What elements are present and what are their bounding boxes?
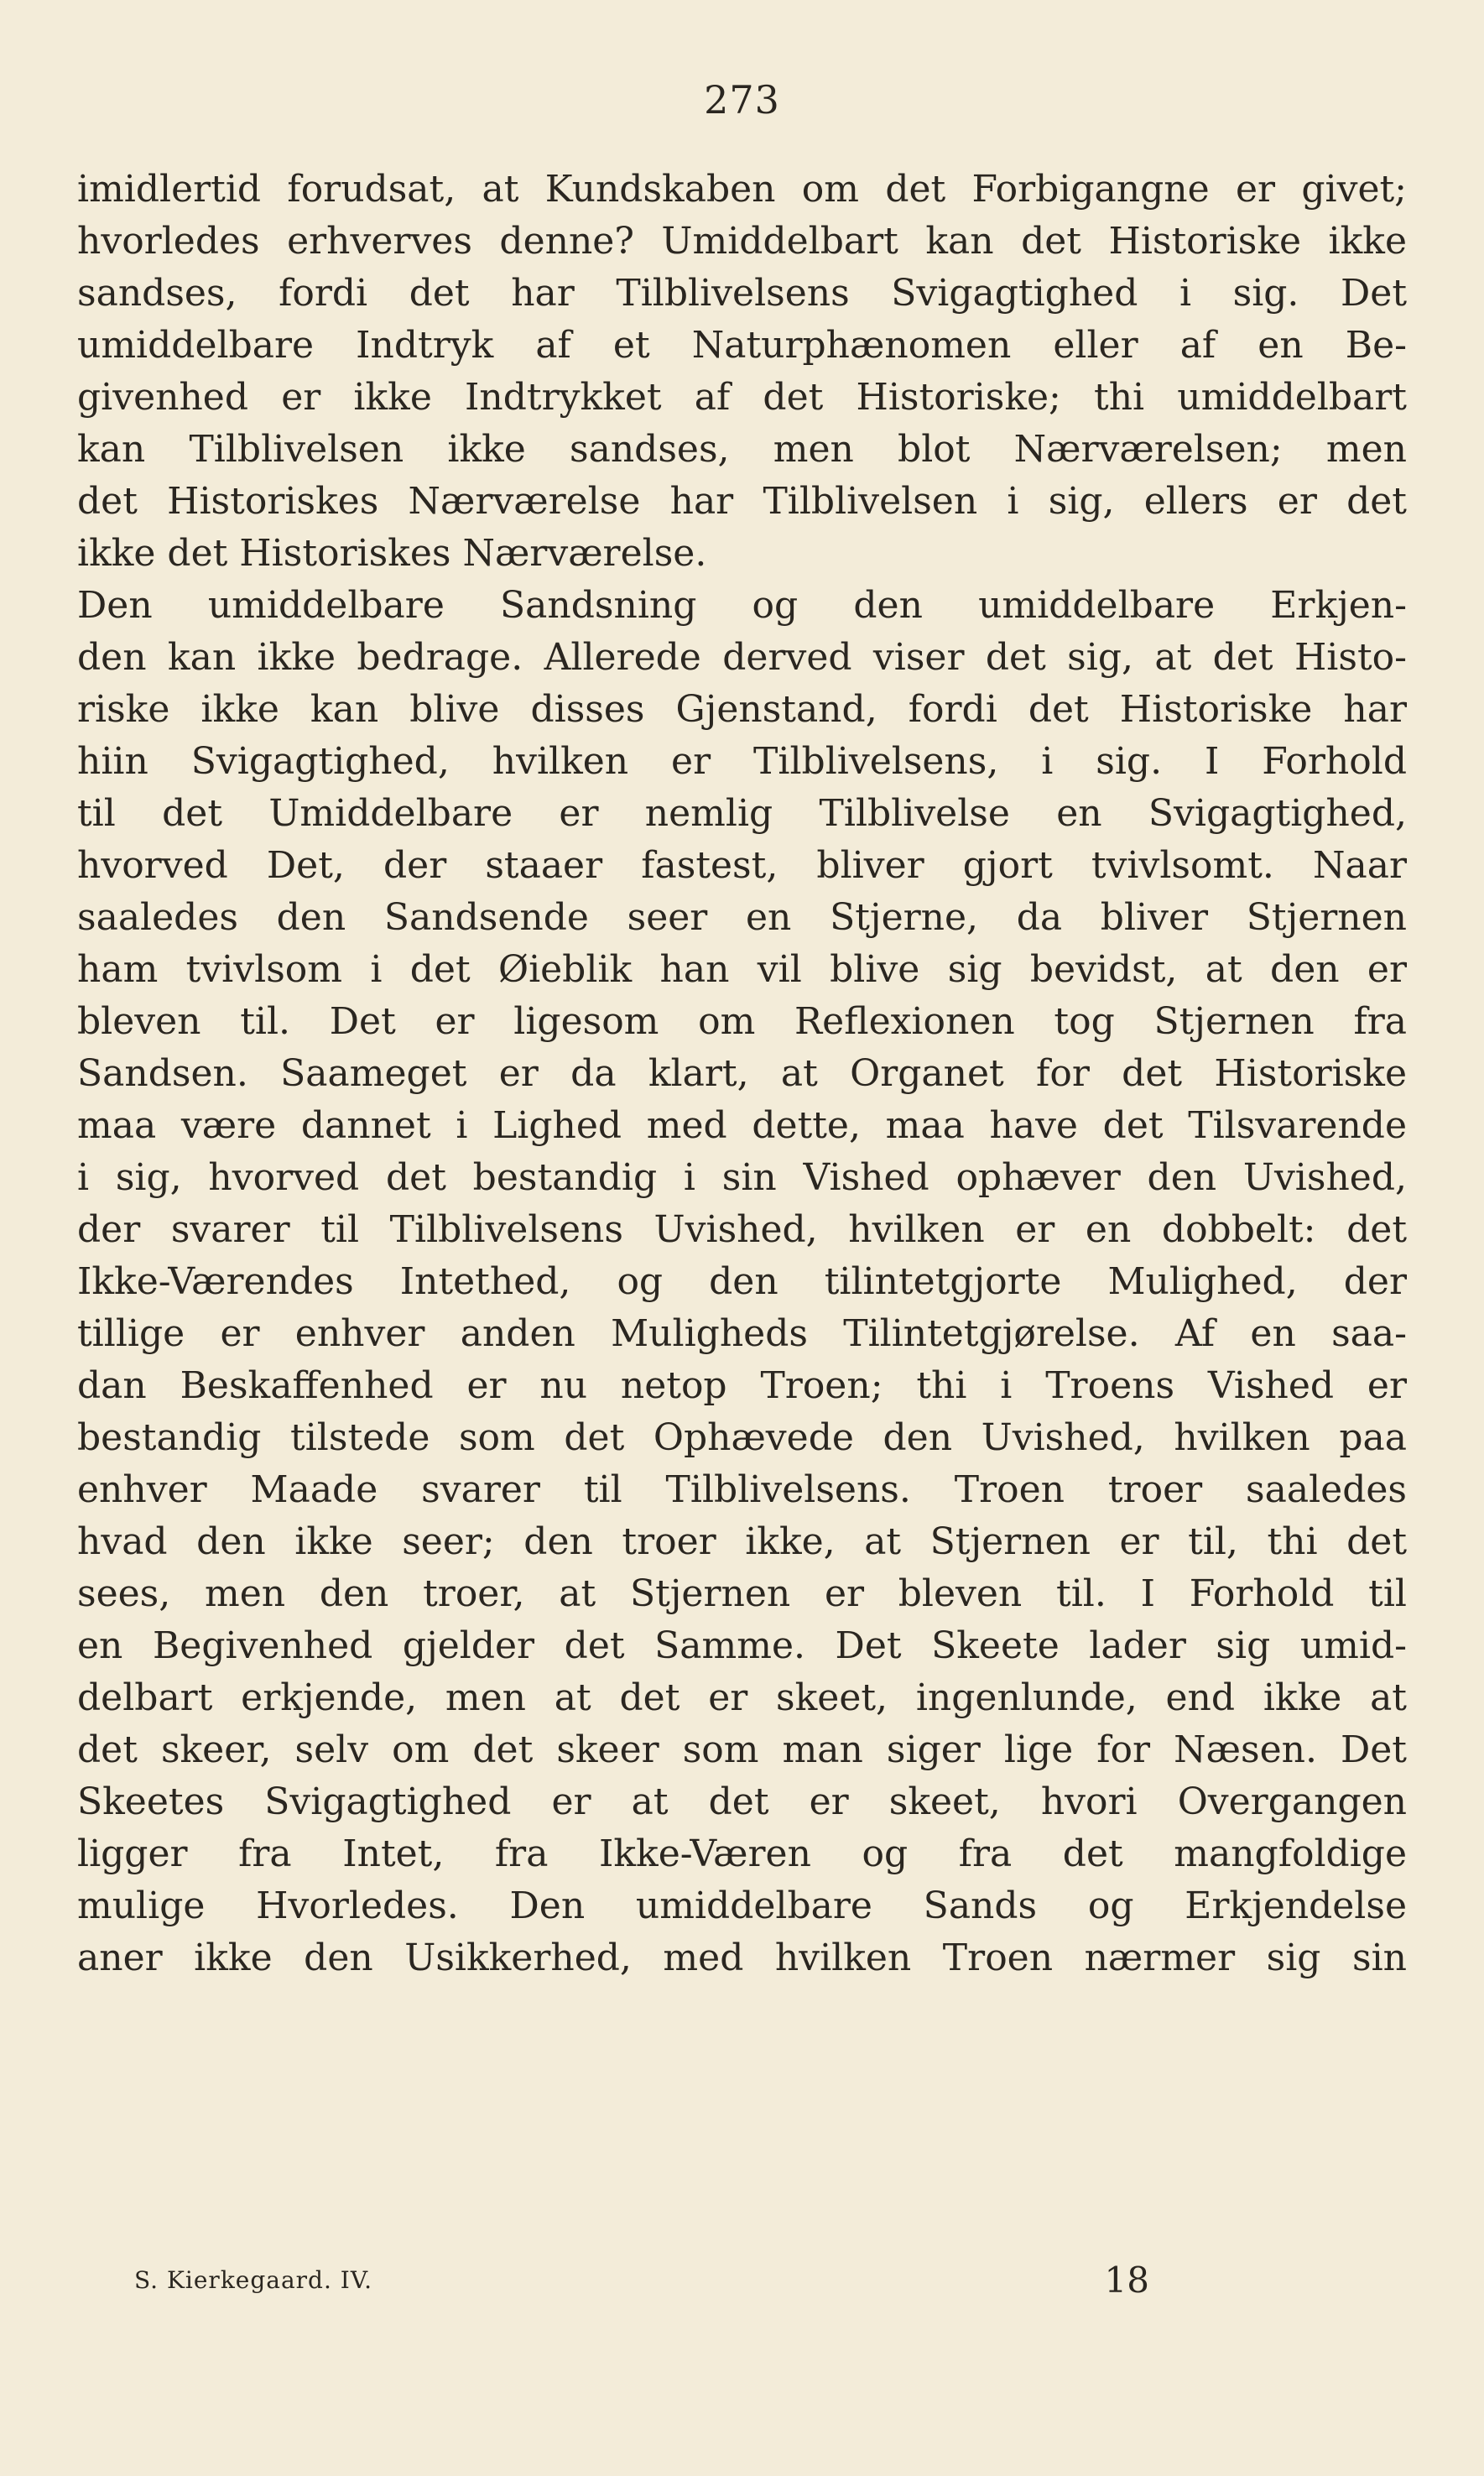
text-line: der svarer til Tilblivelsens Uvished, hvilken er en dobbelt: det — [77, 1208, 1407, 1251]
text-line: kan Tilblivelsen ikke sandses, men blot Nærværelsen; men — [77, 428, 1407, 471]
text-line: bleven til. Det er ligesom om Reflexionen tog Stjernen fra — [77, 1000, 1407, 1043]
text-line: dan Beskaffenhed er nu netop Troen; thi i Troens Vished er — [77, 1364, 1407, 1407]
text-line: saaledes den Sandsende seer en Stjerne, da bliver Stjernen — [77, 896, 1407, 939]
text-line: mulige Hvorledes. Den umiddelbare Sands og Erkjendelse — [77, 1884, 1407, 1927]
text-line: hvorledes erhverves denne? Umiddelbart kan det Historiske ikke — [77, 220, 1407, 263]
text-line: ikke det Historiskes Nærværelse. — [77, 532, 707, 575]
text-line: ligger fra Intet, fra Ikke-Væren og fra det mangfoldige — [77, 1832, 1407, 1875]
text-line: til det Umiddelbare er nemlig Tilblivelse en Svigagtighed, — [77, 792, 1407, 835]
text-line: umiddelbare Indtryk af et Naturphænomen eller af en Be- — [77, 324, 1407, 367]
sheet-number: 18 — [1104, 2260, 1149, 2301]
text-line: riske ikke kan blive disses Gjenstand, fordi det Historiske har — [77, 688, 1407, 731]
text-line: den kan ikke bedrage. Allerede derved viser det sig, at det Histo- — [77, 636, 1407, 679]
text-line: imidlertid forudsat, at Kundskaben om det Forbigangne er givet; — [77, 168, 1407, 211]
text-line: i sig, hvorved det bestandig i sin Vished ophæver den Uvished, — [77, 1156, 1407, 1199]
page-number: 273 — [704, 77, 780, 122]
text-line: maa være dannet i Lighed med dette, maa have det Tilsvarende — [77, 1104, 1407, 1147]
text-line: givenhed er ikke Indtrykket af det Historiske; thi umiddelbart — [77, 376, 1407, 419]
text-line: ham tvivlsom i det Øieblik han vil blive sig bevidst, at den er — [77, 948, 1407, 991]
text-line: sees, men den troer, at Stjernen er bleven til. I Forhold til — [77, 1572, 1407, 1615]
text-line: Den umiddelbare Sandsning og den umiddelbare Erkjen- — [77, 584, 1407, 627]
text-line: det skeer, selv om det skeer som man siger lige for Næsen. Det — [77, 1728, 1407, 1771]
text-line: tillige er enhver anden Muligheds Tilintetgjørelse. Af en saa- — [77, 1312, 1407, 1355]
text-line: delbart erkjende, men at det er skeet, ingenlunde, end ikke at — [77, 1676, 1407, 1719]
page-footer — [134, 2257, 1149, 2304]
body-text — [77, 164, 1407, 1984]
text-line: enhver Maade svarer til Tilblivelsens. Troen troer saaledes — [77, 1468, 1407, 1511]
text-line: Sandsen. Saameget er da klart, at Organet for det Historiske — [77, 1052, 1407, 1095]
text-line: Ikke-Værendes Intethed, og den tilintetgjorte Mulighed, der — [77, 1260, 1407, 1303]
text-line: Skeetes Svigagtighed er at det er skeet, hvori Overgangen — [77, 1780, 1407, 1823]
text-line: hvorved Det, der staaer fastest, bliver gjort tvivlsomt. Naar — [77, 844, 1407, 887]
text-line: aner ikke den Usikkerhed, med hvilken Troen nærmer sig sin — [77, 1936, 1407, 1979]
text-line: sandses, fordi det har Tilblivelsens Svigagtighed i sig. Det — [77, 272, 1407, 315]
text-line: hvad den ikke seer; den troer ikke, at Stjernen er til, thi det — [77, 1520, 1407, 1563]
text-line: det Historiskes Nærværelse har Tilblivelsen i sig, ellers er det — [77, 480, 1407, 523]
text-line: bestandig tilstede som det Ophævede den Uvished, hvilken paa — [77, 1416, 1407, 1459]
text-line: hiin Svigagtighed, hvilken er Tilblivelsens, i sig. I Forhold — [77, 740, 1407, 783]
text-line: en Begivenhed gjelder det Samme. Det Skeete lader sig umid- — [77, 1624, 1407, 1667]
signature-mark: S. Kierkegaard. IV. — [134, 2266, 373, 2294]
